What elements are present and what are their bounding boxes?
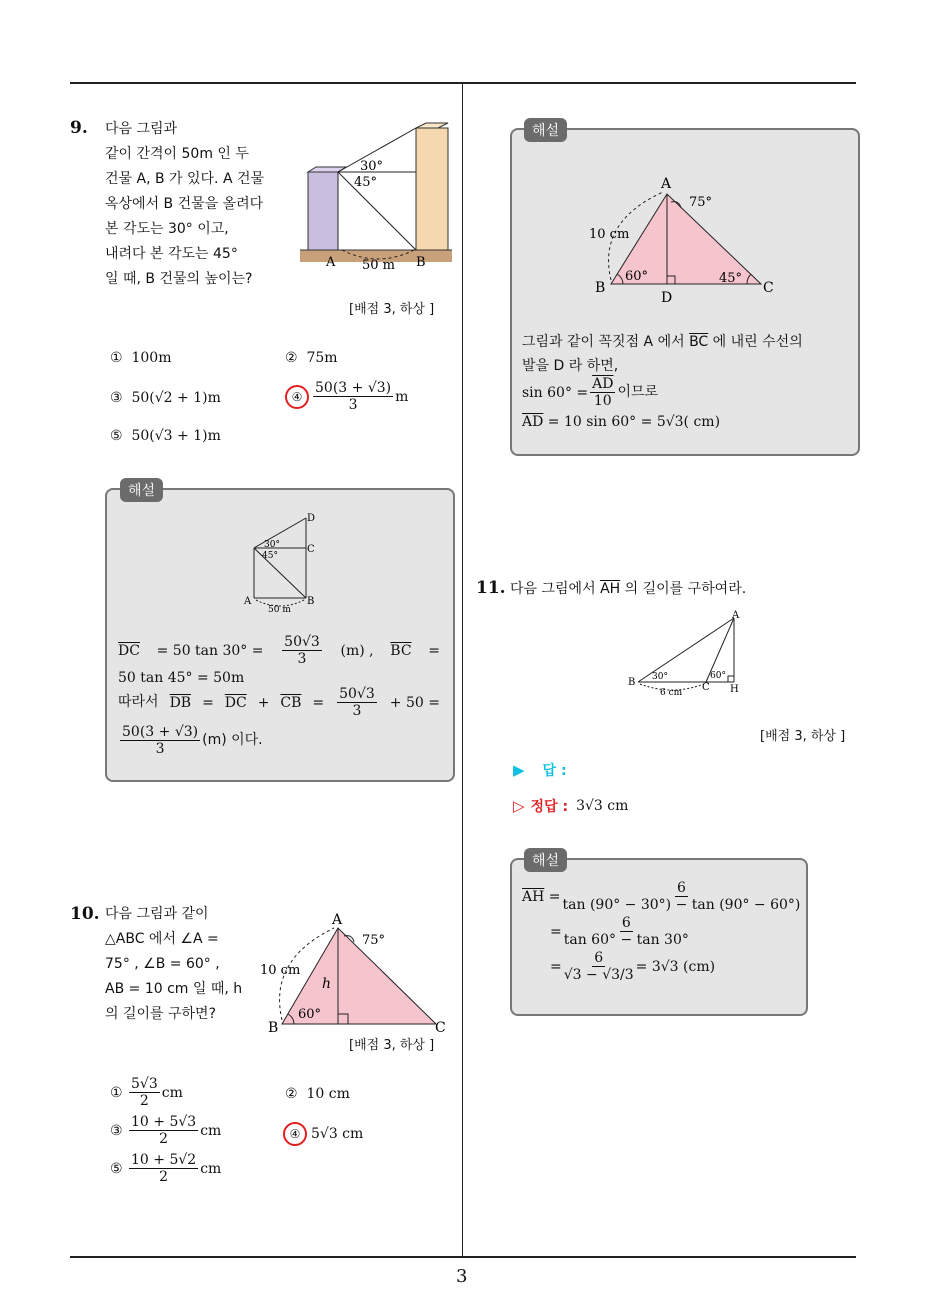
q10-solution-tag: 해설 xyxy=(524,118,567,142)
q9-fig-angle30: 30° xyxy=(360,159,384,174)
q11-number: 11. xyxy=(476,578,506,598)
q9-fig-angle45: 45° xyxy=(354,175,378,190)
page-number: 3 xyxy=(456,1266,468,1287)
q11-triangle-figure xyxy=(622,610,750,700)
q10-solution-line2: 발을 D 라 하면, xyxy=(522,358,619,374)
q9-option-3[interactable]: ③ 50(√2 + 1)m xyxy=(110,390,221,406)
q9-solution-line2: 50 tan 45° = 50m xyxy=(118,670,245,686)
q10-option-3[interactable]: ③ $\frac{10 + 5√3}{2}$ cm xyxy=(110,1114,222,1147)
q9-fig-distance: 50 m xyxy=(362,258,396,273)
column-divider xyxy=(462,84,463,1256)
q9-sol-fig-b: B xyxy=(307,596,315,607)
q9-meta: [배점 3, 하상 ] xyxy=(349,302,435,317)
q9-selected-mark: ④ xyxy=(285,385,309,409)
q9-sol-fig-dist: 50 m xyxy=(268,605,291,615)
q9-fig-point-a: A xyxy=(326,255,336,270)
q11-fig-ang30: 30° xyxy=(652,672,668,682)
top-rule xyxy=(70,82,856,84)
q11-fig-c: C xyxy=(702,682,710,693)
q9-sol-fig-ang30: 30° xyxy=(264,540,280,550)
q10-option-5[interactable]: ⑤ $\frac{10 + 5√2}{2}$ cm xyxy=(110,1152,222,1185)
q10-number: 10. xyxy=(70,904,100,924)
q10-fig-c: C xyxy=(435,1020,446,1035)
q10-fig-ang75: 75° xyxy=(362,933,386,948)
q10-sol-fig-ang45: 45° xyxy=(719,271,743,286)
q10-sol-fig-b: B xyxy=(595,280,606,296)
q9-solution-tag: 해설 xyxy=(120,478,163,502)
q10-solution-line1: 그림과 같이 꼭짓점 A 에서 $\overline{BC}$ 에 내린 수선의 xyxy=(522,334,803,350)
q11-answer-label: 답 : xyxy=(542,763,567,779)
q9-sol-fig-c: C xyxy=(307,544,315,555)
q10-sol-fig-side: 10 cm xyxy=(589,227,630,242)
q10-sol-fig-c: C xyxy=(763,280,774,296)
q10-option-2[interactable]: ② 10 cm xyxy=(285,1086,350,1102)
q11-solution-row1: $\overline{AH}$ = $\frac{6}{\tan (90^\circ - 30^\circ) - \tan (90^\circ - 60^\circ)}$ xyxy=(522,880,801,913)
q10-option-1[interactable]: ① $\frac{5√3}{2}$ cm xyxy=(110,1076,183,1109)
q10-text: 다음 그림과 같이 △ABC 에서 ∠A = 75° , ∠B = 60° , AB = 10 cm 일 때, h 의 길이를 구하면? xyxy=(105,906,243,1022)
q9-sol-fig-a: A xyxy=(244,596,252,607)
q11-correct-label: 정답 : xyxy=(530,799,569,815)
q9-fig-point-b: B xyxy=(416,255,426,270)
q10-solution-line4: $\overline{AD} = 10$ sin 60° = 5√3( cm) xyxy=(522,414,721,430)
q9-sol-fig-ang45: 45° xyxy=(262,551,278,561)
q10-sol-fig-ang75: 75° xyxy=(689,195,713,210)
q11-text: 다음 그림에서 $\overline{AH}$ 의 길이를 구하여라. xyxy=(510,581,747,597)
q11-solution-row3: = $\frac{6}{√3 - √3/3}$ = 3√3 (cm) xyxy=(550,950,716,983)
q10-fig-h: h xyxy=(322,976,332,992)
q10-sol-fig-ang60: 60° xyxy=(625,269,649,284)
q10-fig-b: B xyxy=(268,1020,279,1035)
answer-arrow-icon: ▶ xyxy=(513,761,525,779)
q11-solution-row2: = $\frac{6}{\tan 60^\circ - \tan 30^\circ}$ xyxy=(550,915,689,948)
q11-answer-row[interactable] xyxy=(513,760,567,780)
q10-triangle-figure xyxy=(258,910,458,1035)
q11-solution-tag: 해설 xyxy=(524,848,567,872)
q9-option-4[interactable]: ④ $\frac{50(3 + √3)}{3}$ m xyxy=(285,380,408,413)
q10-selected-mark: ④ xyxy=(283,1122,307,1146)
q11-fig-ang60: 60° xyxy=(710,671,726,681)
q9-option-1[interactable]: ① 100m xyxy=(110,350,172,366)
q9-buildings-figure xyxy=(296,120,456,275)
bottom-rule xyxy=(70,1256,856,1258)
q9-option-2[interactable]: ② 75m xyxy=(285,350,338,366)
correct-arrow-icon: ▷ xyxy=(513,797,525,815)
q10-option-4[interactable]: ④ 5√3 cm xyxy=(283,1122,363,1146)
q10-fig-a: A xyxy=(332,912,343,928)
q11-correct-value: 3√3 cm xyxy=(576,798,629,814)
q9-sol-fig-d: D xyxy=(307,513,316,524)
q11-fig-a: A xyxy=(732,610,740,621)
q10-fig-side: 10 cm xyxy=(260,963,301,978)
q11-fig-b: B xyxy=(628,677,636,688)
q10-solution-figure xyxy=(585,172,785,304)
q10-sol-fig-d: D xyxy=(661,290,673,304)
q9-solution-line1: $\overline{DC}$ = 50 tan 30° = $\frac{50√3}{3}$ (m) , $\overline{BC}$ = xyxy=(118,634,440,667)
q9-text: 다음 그림과 같이 간격이 50m 인 두 건물 A, B 가 있다. A 건물 옥상에서 B 건물을 올려다 본 각도는 30° 이고, 내려다 본 각도는 45° 일 때, B 건물의 높이는? xyxy=(105,121,265,287)
q11-correct-row xyxy=(513,796,628,816)
q9-number: 9. xyxy=(70,118,88,138)
q11-meta: [배점 3, 하상 ] xyxy=(760,729,846,744)
q10-sol-fig-a: A xyxy=(661,176,672,192)
q10-fig-ang60: 60° xyxy=(298,1007,322,1022)
q9-solution-line4: $\frac{50(3 + √3)}{3}$ (m) 이다. xyxy=(122,724,263,757)
q10-meta: [배점 3, 하상 ] xyxy=(349,1038,435,1053)
q9-option-5[interactable]: ⑤ 50(√3 + 1)m xyxy=(110,428,221,444)
q11-fig-h: H xyxy=(730,684,739,695)
q11-fig-dist: 6 cm xyxy=(660,688,683,698)
q9-solution-figure xyxy=(240,510,330,615)
q9-solution-line3: 따라서 $\overline{DB}$ = $\overline{DC}$ + $\overline{CB}$ = $\frac{50√3}{3}$ + 50 = xyxy=(118,686,440,719)
q10-solution-line3: sin 60° = $\frac{\overline{AD}}{10}$ 이므로 xyxy=(522,376,659,409)
